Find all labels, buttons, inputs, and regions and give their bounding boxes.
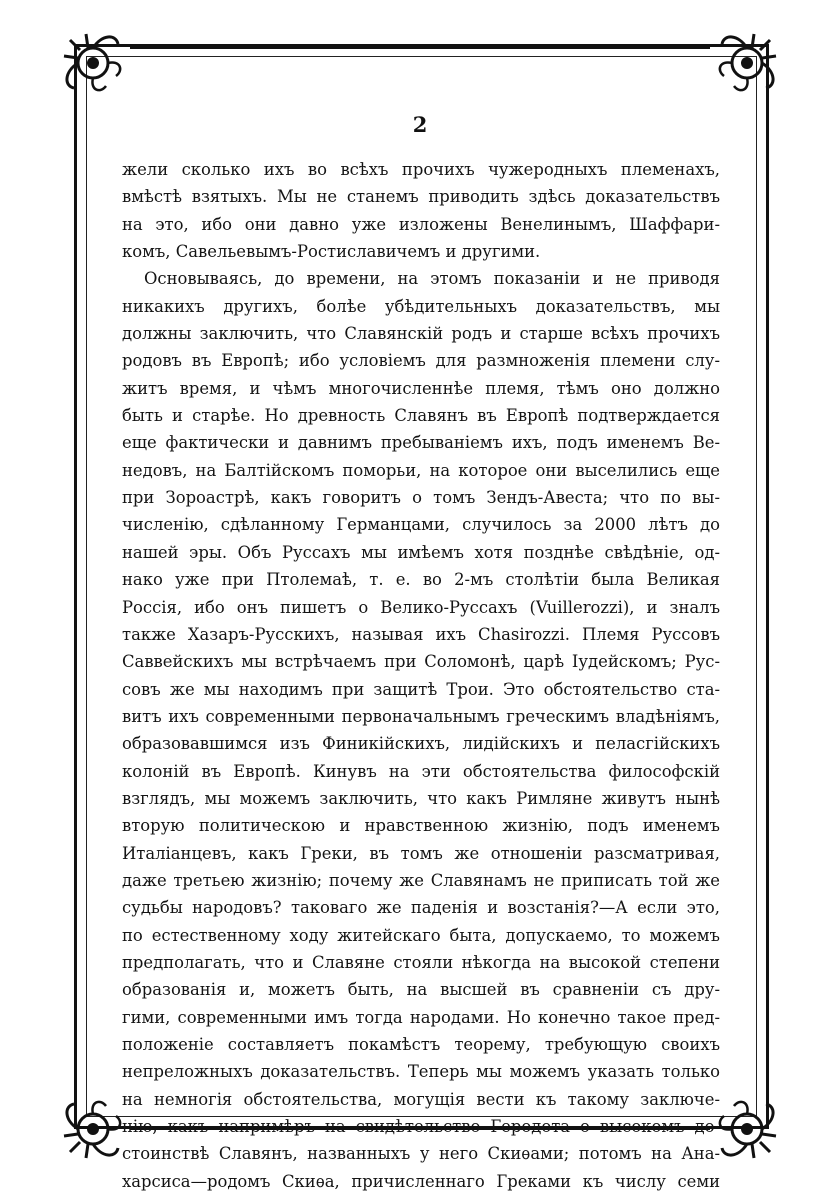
text-line: на это, ибо они давно уже изложены Венелинымъ, Шаффари-	[122, 214, 720, 234]
text-line: положеніе составляетъ покамѣстъ теорему, требующую своихъ	[122, 1035, 720, 1054]
text-line: предполагать, что и Славяне стояли нѣкогда на высокой степени	[122, 952, 720, 972]
text-line: взглядъ, мы можемъ заключить, что какъ Римляне живутъ нынѣ	[122, 788, 720, 808]
text-line: непреложныхъ доказательствъ. Теперь мы можемъ указать только	[122, 1062, 720, 1082]
text-line: стоинствѣ Славянъ, названныхъ у него Скиѳами; потомъ на Ана-	[122, 1144, 720, 1164]
text-line: численію, сдѣланному Германцами, случилось за 2000 лѣтъ до	[122, 515, 720, 535]
text-line: нако уже при Птолемаѣ, т. е. во 2-мъ столѣтіи была Великая	[122, 570, 720, 590]
text-line: Основываясь, до времени, на этомъ показаніи и не приводя	[144, 269, 720, 289]
top-rule	[130, 47, 710, 49]
body-text	[122, 156, 720, 1195]
text-line: недовъ, на Балтійскомъ поморьи, на которое они выселились еще	[122, 460, 720, 480]
paragraph	[122, 156, 720, 265]
corner-ornament-bottom-right	[710, 1092, 784, 1166]
text-line: совъ же мы находимъ при защитѣ Трои. Это обстоятельство ста-	[122, 679, 720, 699]
text-line: образовавшимся изъ Финикійскихъ, лидійскихъ и пеласгійскихъ	[122, 734, 720, 754]
text-line: вторую политическою и нравственною жизнію, подъ именемъ	[122, 816, 720, 836]
text-line: витъ ихъ современными первоначальнымъ греческимъ владѣніямъ,	[122, 706, 720, 726]
text-line: при Зороастрѣ, какъ говоритъ о томъ Зендъ-Авеста; что по вы-	[122, 488, 720, 508]
corner-ornament-bottom-left	[56, 1092, 130, 1166]
text-line: по естественному ходу житейскаго быта, допускаемо, то можемъ	[122, 925, 720, 945]
page-number: 2	[412, 112, 428, 137]
text-line: вмѣстѣ взятыхъ. Мы не станемъ приводить здѣсь доказательствъ	[122, 187, 720, 207]
text-line: Россія, ибо онъ пишетъ о Велико-Руссахъ (Vuillerozzi), и зналъ	[122, 597, 720, 617]
text-line: жели сколько ихъ во всѣхъ прочихъ чужеродныхъ племенахъ,	[122, 160, 720, 179]
text-line: даже третьею жизнію; почему же Славянамъ не приписать той же	[122, 870, 720, 890]
text-line: на немногія обстоятельства, могущія вести къ такому заключе-	[122, 1089, 720, 1109]
text-line: никакихъ другихъ, болѣе убѣдительныхъ доказательствъ, мы	[122, 296, 720, 316]
text-line: образованія и, можетъ быть, на высшей въ сравненіи съ дру-	[122, 980, 720, 1000]
text-line: должны заключить, что Славянскій родъ и старше всѣхъ прочихъ	[122, 324, 720, 344]
text-line: Саввейскихъ мы встрѣчаемъ при Соломонѣ, царѣ Іудейскомъ; Рус-	[122, 652, 720, 672]
paragraph	[122, 265, 720, 1195]
text-line: родовъ въ Европѣ; ибо условіемъ для размноженія племени слу-	[122, 351, 720, 371]
text-line: нашей эры. Объ Руссахъ мы имѣемъ хотя позднѣе свѣдѣніе, од-	[122, 542, 720, 562]
text-line: также Хазаръ-Русскихъ, называя ихъ Chasirozzi. Племя Руссовъ	[122, 624, 720, 644]
corner-ornament-top-left	[56, 26, 130, 100]
text-line: житъ время, и чѣмъ многочисленнѣе племя, тѣмъ оно должно	[122, 378, 720, 398]
text-line: еще фактически и давнимъ пребываніемъ ихъ, подъ именемъ Ве-	[122, 433, 720, 453]
text-line: гими, современными имъ тогда народами. Но конечно такое пред-	[122, 1007, 720, 1027]
text-line: судьбы народовъ? таковаго же паденія и возстанія?—А если это,	[122, 898, 720, 918]
text-line: колоній въ Европѣ. Кинувъ на эти обстоятельства философскій	[122, 761, 720, 781]
corner-ornament-top-right	[710, 26, 784, 100]
text-line: харсиса—родомъ Скиѳа, причисленнаго Греками къ числу семи	[122, 1171, 720, 1191]
text-line: Италіанцевъ, какъ Греки, въ томъ же отношеніи разсматривая,	[122, 843, 720, 863]
text-line: комъ, Савельевымъ-Ростиславичемъ и другими.	[122, 242, 541, 262]
text-line: нію, какъ напримѣръ на свидѣтельство Геродота о высокомъ до-	[122, 1117, 720, 1137]
text-line: быть и старѣе. Но древность Славянъ въ Европѣ подтверждается	[122, 406, 720, 426]
